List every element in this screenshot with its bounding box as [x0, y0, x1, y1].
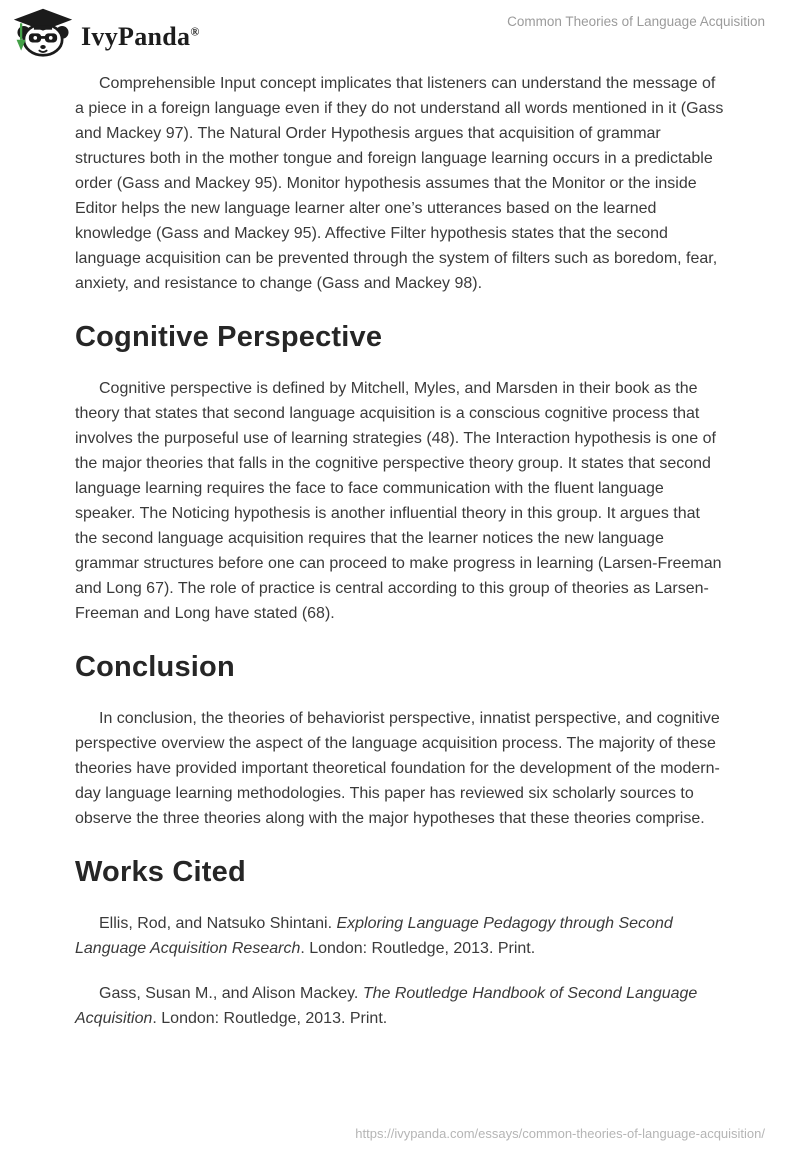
- source-url[interactable]: https://ivypanda.com/essays/common-theories-of-language-acquisition/: [355, 1126, 765, 1141]
- citation-publication: . London: Routledge, 2013. Print.: [152, 1010, 388, 1027]
- heading-cognitive-perspective: Cognitive Perspective: [75, 321, 383, 353]
- intro-paragraph: Comprehensible Input concept implicates that listeners can understand the message of a piece in a foreign language even if they do not understand all words mentioned in it (Gass and Mackey 97). The Natural Order Hypothesis argues that acquisition of grammar structures both in the mother tongue and foreign language learning occurs in a predictable order (Gass and Mackey 95). Monitor hypothesis assumes that the Monitor or the inside Editor helps the new language learner alter one’s utterances based on the learned knowledge (Gass and Mackey 95). Affective Filter hypothesis states that the second language acquisition can be prevented through the system of filters such as boredom, fear, anxiety, and resistance to change (Gass and Mackey 98).: [75, 75, 724, 292]
- page-header: [0, 0, 800, 64]
- citation-entry: [75, 911, 725, 961]
- ivypanda-logo[interactable]: [12, 5, 200, 58]
- citation-book-title: The Routledge Handbook of Second Language Acquisition: [75, 985, 698, 1027]
- panda-graduation-cap-icon: [12, 5, 74, 58]
- citation-authors: Gass, Susan M., and Alison Mackey.: [99, 985, 363, 1002]
- brand-text: IvyPanda: [81, 21, 191, 51]
- essay-content: [75, 64, 725, 1031]
- brand-name: [81, 14, 200, 50]
- document-title: Common Theories of Language Acquisition: [507, 14, 765, 29]
- registered-trademark-symbol: ®: [190, 23, 200, 38]
- page-footer: [355, 1126, 765, 1141]
- conclusion-paragraph: In conclusion, the theories of behaviorist perspective, innatist perspective, and cognitive perspective overview the aspect of the language acquisition process. The majority of these theories have provided important theoretical foundation for the development of the modern-day language learning methodologies. This paper has reviewed six scholarly sources to observe the three theories along with the major hypotheses that these theories comprise.: [75, 710, 720, 827]
- heading-conclusion: Conclusion: [75, 651, 235, 683]
- citation-book-title: Exploring Language Pedagogy through Second Language Acquisition Research: [75, 915, 673, 957]
- citation-entry: [75, 981, 725, 1031]
- cognitive-paragraph: Cognitive perspective is defined by Mitchell, Myles, and Marsden in their book as the theory that states that second language acquisition is a conscious cognitive process that involves the purposeful use of learning strategies (48). The Interaction hypothesis is one of the major theories that falls in the cognitive perspective theory group. It states that second language learning requires the face to face communication with the fluent language speaker. The Noticing hypothesis is another influential theory in this group. It argues that the second language acquisition requires that the learner notices the new language grammar structures before one can proceed to make progress in learning (Larsen-Freeman and Long 67). The role of practice is central according to this group of theories as Larsen-Freeman and Long have stated (68).: [75, 380, 722, 622]
- citation-publication: . London: Routledge, 2013. Print.: [300, 940, 536, 957]
- citation-authors: Ellis, Rod, and Natsuko Shintani.: [99, 915, 337, 932]
- heading-works-cited: Works Cited: [75, 856, 246, 888]
